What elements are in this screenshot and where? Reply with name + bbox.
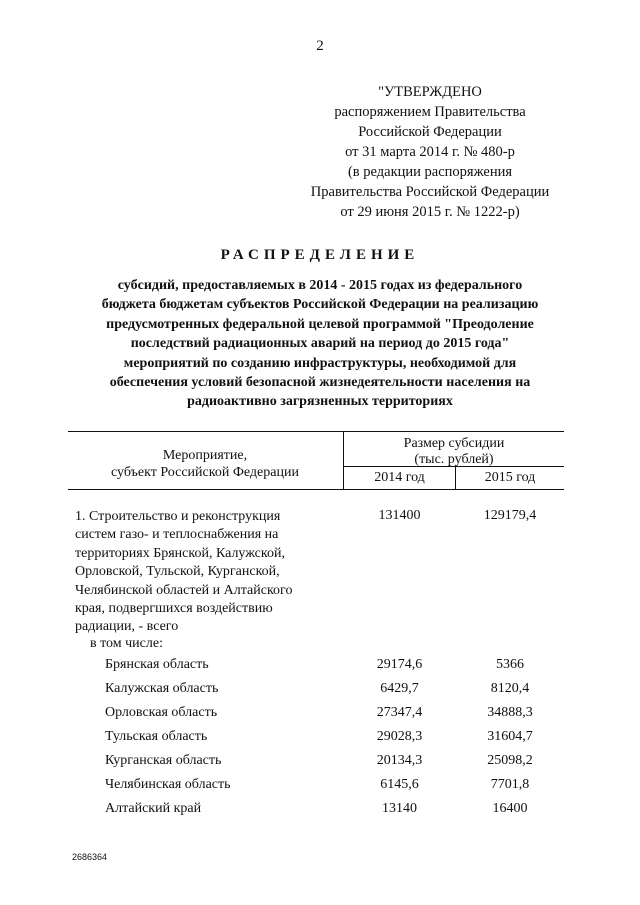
item-description-line: края, подвергшихся воздействию xyxy=(75,601,273,617)
subtitle-line: обеспечения условий безопасной жизнедеятельности населения на xyxy=(109,375,531,391)
region-value-2015: 25098,2 xyxy=(487,753,533,768)
subtitle-line: предусмотренных федеральной целевой программой "Преодоление xyxy=(106,316,534,332)
region-value-2015: 5366 xyxy=(496,657,524,672)
item-description-line: Орловской, Тульской, Курганской, xyxy=(75,564,280,580)
region-name: Курганская область xyxy=(105,753,222,768)
approval-line: Российской Федерации xyxy=(358,124,502,140)
region-value-2014: 6145,6 xyxy=(380,777,419,792)
item-description-line: территориях Брянской, Калужской, xyxy=(75,545,285,561)
item-description-line: Челябинской областей и Алтайского xyxy=(75,582,293,598)
header-year-2015: 2015 год xyxy=(484,470,536,485)
item-description-line: радиации, - всего xyxy=(75,619,179,635)
item-total-2014: 131400 xyxy=(378,508,421,523)
subtitle-line: мероприятий по созданию инфраструктуры, необходимой для xyxy=(123,355,517,371)
region-name: Алтайский край xyxy=(105,801,202,816)
region-value-2015: 16400 xyxy=(492,801,528,816)
approval-line: распоряжением Правительства xyxy=(334,104,526,120)
region-name: Тульская область xyxy=(105,729,208,744)
approval-line: Правительства Российской Федерации xyxy=(310,184,550,200)
subtitle-line: субсидий, предоставляемых в 2014 - 2015 годах из федерального xyxy=(117,278,523,293)
region-name: Челябинская область xyxy=(105,777,231,792)
item-description-line: систем газо- и теплоснабжения на xyxy=(75,527,279,543)
table-header-bottom-rule xyxy=(68,489,564,490)
header-year-2014: 2014 год xyxy=(374,470,425,485)
including-label: в том числе: xyxy=(90,636,163,651)
header-subsidy-size xyxy=(344,436,564,468)
approval-line: от 29 июня 2015 г. № 1222-р) xyxy=(340,204,520,220)
item-description-line: 1. Строительство и реконструкция xyxy=(75,509,281,524)
approval-line: "УТВЕРЖДЕНО xyxy=(378,84,482,100)
header-activity-line: Мероприятие, xyxy=(162,448,248,463)
region-value-2014: 13140 xyxy=(382,801,417,816)
item-description xyxy=(75,508,345,637)
region-value-2014: 27347,4 xyxy=(376,705,423,720)
region-value-2014: 6429,7 xyxy=(380,681,419,696)
region-value-2014: 20134,3 xyxy=(376,753,423,768)
header-activity-column xyxy=(68,447,342,481)
document-subtitle xyxy=(60,276,580,412)
region-value-2015: 34888,3 xyxy=(487,705,533,720)
region-value-2015: 31604,7 xyxy=(487,729,533,744)
document-code: 2686364 xyxy=(72,852,108,862)
region-name: Брянская область xyxy=(105,657,209,672)
subtitle-line: радиоактивно загрязненных территориях xyxy=(187,394,453,410)
region-value-2014: 29174,6 xyxy=(376,657,423,672)
approval-line: (в редакции распоряжения xyxy=(347,164,513,180)
region-name: Калужская область xyxy=(105,681,219,696)
subtitle-line: последствий радиационных аварий на период до 2015 года" xyxy=(130,336,510,352)
table-top-rule xyxy=(68,431,564,432)
header-size-line: (тыс. рублей) xyxy=(414,452,494,467)
header-activity-line: субъект Российской Федерации xyxy=(111,465,299,480)
region-name: Орловская область xyxy=(105,705,218,720)
page-number: 2 xyxy=(316,38,324,54)
region-value-2014: 29028,3 xyxy=(376,729,423,744)
approval-block xyxy=(290,82,570,222)
subtitle-line: бюджета бюджетам субъектов Российской Федерации на реализацию xyxy=(101,297,539,313)
item-total-2015: 129179,4 xyxy=(483,508,537,523)
region-value-2015: 8120,4 xyxy=(490,681,530,696)
header-size-line: Размер субсидии xyxy=(403,436,505,451)
approval-line: от 31 марта 2014 г. № 480-р xyxy=(345,144,515,160)
document-title: РАСПРЕДЕЛЕНИЕ xyxy=(220,247,420,263)
region-value-2015: 7701,8 xyxy=(490,777,530,792)
